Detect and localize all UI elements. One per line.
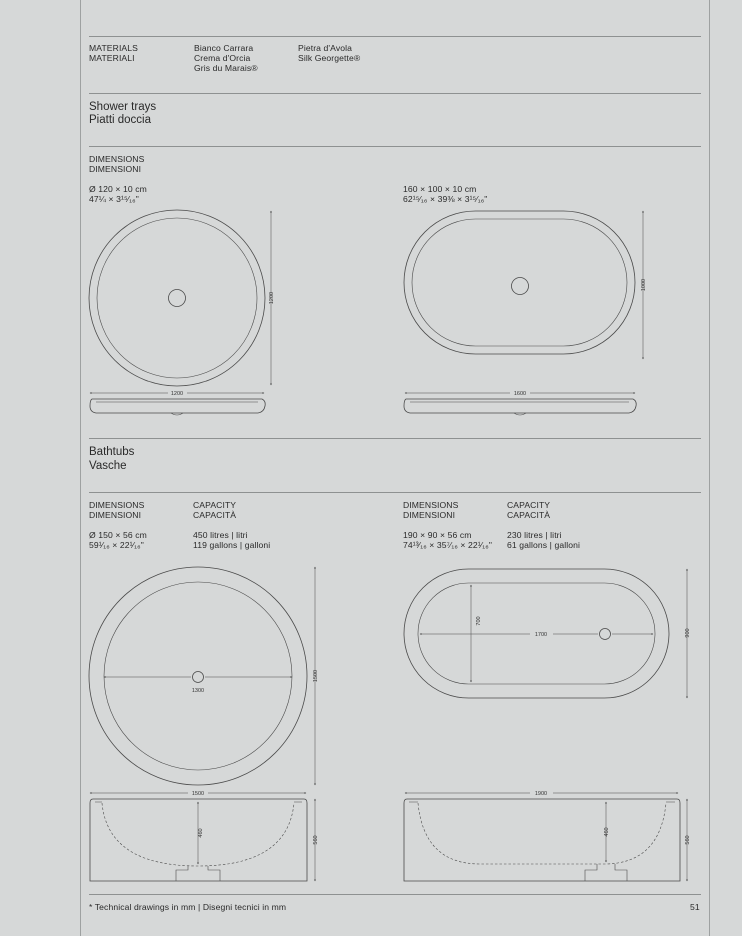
round-bath-depth-label: 460	[198, 828, 204, 838]
round-tray-width-label: 1200	[170, 391, 184, 397]
round-tray-dimensions-cm: Ø 120 × 10 cm	[89, 184, 147, 194]
oval-bath-capacity-litres: 230 litres | litri	[507, 530, 562, 540]
section-title-bathtubs-it: Vasche	[89, 460, 127, 472]
section-title-shower: Shower trays	[89, 101, 157, 113]
oval-shower-tray-plan	[404, 211, 635, 354]
material-item: Silk Georgette®	[298, 53, 361, 63]
round-bathtub-plan	[89, 567, 307, 785]
round-bath-capacity-litres: 450 litres | litri	[193, 530, 248, 540]
oval-bath-inner-width-label: 1700	[534, 632, 548, 638]
dimensions-label: DIMENSIONS	[89, 500, 145, 510]
round-bath-side-height-label: 560	[313, 835, 319, 845]
material-item: Crema d'Orcia	[194, 53, 251, 63]
dimensions-label-it: DIMENSIONI	[403, 510, 456, 520]
round-bathtub-side	[90, 799, 307, 881]
oval-tray-dimensions-in: 62¹⁵⁄₁₆ × 39⅜ × 3¹⁵⁄₁₆"	[403, 194, 488, 204]
oval-bath-width-label: 1900	[534, 791, 548, 797]
oval-tray-dimensions-cm: 160 × 100 × 10 cm	[403, 184, 477, 194]
oval-bathtub-side	[404, 799, 680, 881]
material-item: Pietra d'Avola	[298, 43, 352, 53]
dimensions-label: DIMENSIONS	[403, 500, 459, 510]
oval-tray-height-label: 1000	[641, 278, 647, 292]
capacity-label: CAPACITY	[507, 500, 551, 510]
dimensions-label-it: DIMENSIONI	[89, 510, 142, 520]
oval-bath-height-label: 900	[685, 628, 691, 638]
round-bath-dimensions-cm: Ø 150 × 56 cm	[89, 530, 147, 540]
capacity-label-it: CAPACITÀ	[507, 510, 551, 520]
footer-note: * Technical drawings in mm | Disegni tecnici in mm	[89, 902, 287, 912]
section-title-bathtubs: Bathtubs	[89, 446, 135, 458]
oval-bath-dimensions-cm: 190 × 90 × 56 cm	[403, 530, 472, 540]
round-shower-tray-side	[90, 399, 265, 415]
capacity-label: CAPACITY	[193, 500, 237, 510]
round-bath-inner-label: 1300	[191, 688, 205, 694]
oval-bath-capacity-gallons: 61 gallons | galloni	[507, 540, 581, 550]
round-tray-dimensions-in: 47¼ × 3¹⁵⁄₁₆"	[89, 194, 139, 204]
oval-bath-depth-label: 460	[604, 827, 610, 837]
materials-label-it: MATERIALI	[89, 53, 135, 63]
oval-shower-tray-side	[404, 399, 636, 415]
dimensions-label-it: DIMENSIONI	[89, 164, 142, 174]
page-number: 51	[690, 902, 700, 912]
round-bath-height-label: 1500	[313, 669, 319, 683]
capacity-label-it: CAPACITÀ	[193, 510, 237, 520]
oval-bath-inner-height-label: 700	[476, 616, 482, 626]
round-shower-tray-plan	[89, 210, 265, 386]
material-item: Bianco Carrara	[194, 43, 254, 53]
oval-bath-dimensions-in: 74¹³⁄₁₆ × 35⁷⁄₁₆ × 22¹⁄₁₆"	[403, 540, 493, 550]
materials-label: MATERIALS	[89, 43, 138, 53]
round-bath-width-label: 1500	[191, 791, 205, 797]
round-bath-dimensions-in: 59¹⁄₁₆ × 22¹⁄₁₆"	[89, 540, 144, 550]
oval-tray-width-label: 1600	[513, 391, 527, 397]
section-title-shower-it: Piatti doccia	[89, 114, 152, 126]
dimensions-label: DIMENSIONS	[89, 154, 145, 164]
oval-bath-side-height-label: 560	[685, 835, 691, 845]
round-bath-capacity-gallons: 119 gallons | galloni	[193, 540, 271, 550]
material-item: Gris du Marais®	[194, 63, 258, 73]
round-tray-height-label: 1200	[269, 291, 275, 305]
